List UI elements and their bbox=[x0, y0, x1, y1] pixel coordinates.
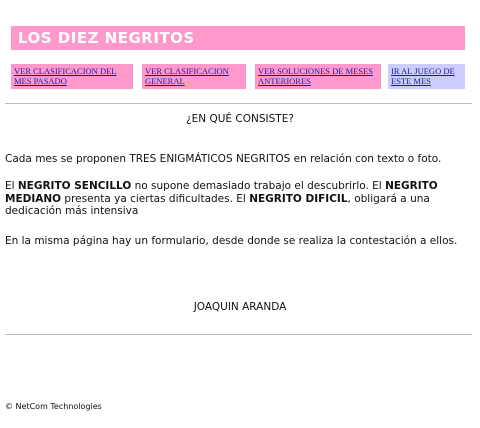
bold-negrito-sencillo: NEGRITO SENCILLO bbox=[17, 180, 132, 192]
bold-negrito-dificil: NEGRITO DIFICIL bbox=[249, 192, 348, 205]
nav-link-general-ranking[interactable]: VER CLASIFICACION GENERAL bbox=[142, 64, 246, 89]
paragraph-intro: Cada mes se proponen TRES ENIGMÁTICOS NEGRITOS en relación con texto o foto. bbox=[5, 153, 442, 165]
author-name: JOAQUIN ARANDA bbox=[193, 301, 287, 313]
page-title-banner bbox=[11, 26, 465, 50]
paragraph-form-info: En la misma página hay un formulario, desde donde se realiza la contestación a ellos. bbox=[5, 235, 458, 247]
text-fragment: presenta ya ciertas dificultades. El bbox=[61, 192, 250, 205]
page-title: LOS DIEZ NEGRITOS bbox=[18, 29, 195, 47]
text-fragment: , obligará a una dedicación más intensiva bbox=[5, 192, 430, 217]
section-heading: ¿EN QUÉ CONSISTE? bbox=[186, 113, 294, 125]
text-fragment: El bbox=[5, 180, 18, 192]
divider-bottom bbox=[5, 334, 472, 335]
nav-link-last-month-ranking[interactable]: VER CLASIFICACION DEL MES PASADO bbox=[11, 64, 133, 89]
text-fragment: no supone demasiado trabajo el descubrirlo. El bbox=[131, 180, 386, 192]
bold-negrito-mediano: NEGRITO MEDIANO bbox=[5, 180, 438, 205]
footer-copyright: © NetCom Technologies bbox=[5, 402, 102, 411]
divider-top bbox=[5, 103, 472, 104]
paragraph-difficulty bbox=[5, 180, 473, 218]
nav-link-previous-solutions[interactable]: VER SOLUCIONES DE MESES ANTERIORES bbox=[255, 64, 381, 89]
nav-link-play-this-month[interactable]: IR AL JUEGO DE ESTE MES bbox=[388, 64, 465, 89]
